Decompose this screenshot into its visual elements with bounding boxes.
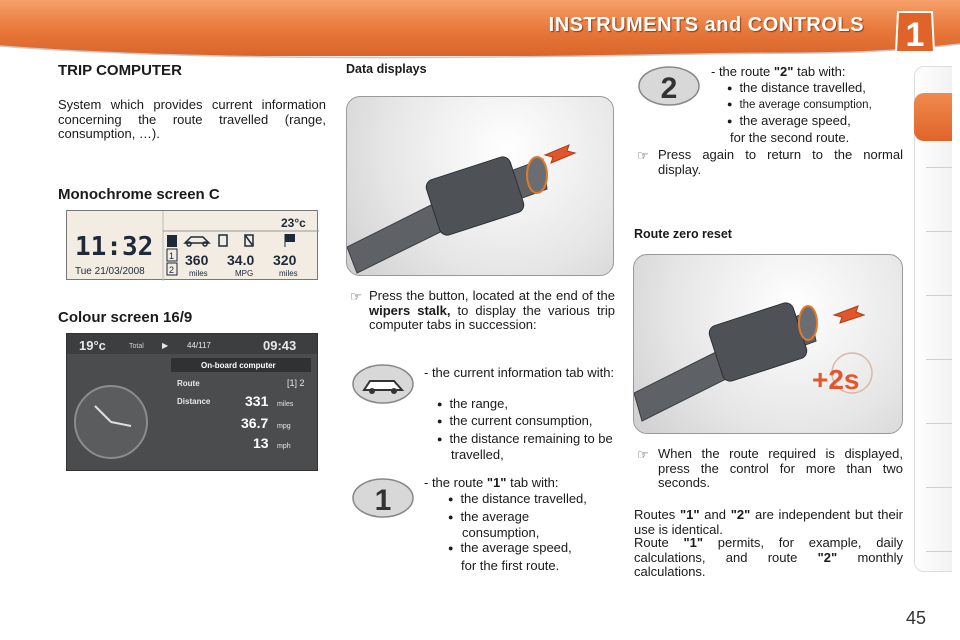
trip-computer-intro: System which provides current information concerning the route travelled (range, consumption, …). [58,97,326,141]
wiper-stalk-illustration [346,96,614,276]
colour-row-distance-value: 331 [245,393,269,409]
route-1-item-distance: ● the distance travelled, [448,491,587,507]
colour-screen-display [67,334,318,471]
mono-range-unit: miles [189,269,208,278]
route-2-prefix: - the route [711,64,771,79]
routes-word: Routes [634,507,676,522]
reset-instruction: When the route required is displayed, press the control for more than two seconds. [658,446,903,490]
press-again-instruction: Press again to return to the normal display. [658,147,903,177]
colour-row-speed-value: 13 [253,435,269,451]
usage-text: permits, for example, daily calculations, and route [634,535,903,565]
tab-divider [926,487,952,488]
route-1-intro [424,475,559,490]
monochrome-heading: Monochrome screen C [58,186,220,203]
play-icon: ▶ [162,341,169,350]
monochrome-screen-display [67,211,319,281]
route-1-item-consumption: ● the average consumption, [448,509,570,540]
press-text-start: Press the button, located at the end of the [369,288,615,303]
route-2-intro [711,64,846,79]
routes-route-1: "1" [679,507,700,522]
route-1-footer: for the first route. [461,558,560,573]
mono-distance-value: 320 [273,252,297,268]
press-arrow-icon [834,306,864,323]
current-item-range: ● the range, [437,396,508,412]
route-1-suffix: tab with: [510,475,559,490]
colour-row-route-value: [1] 2 [287,378,305,388]
colour-time: 09:43 [263,338,297,353]
current-item-consumption: ● the current consumption, [437,413,593,429]
colour-row-distance-label: Distance [177,397,211,406]
tab-divider [926,359,952,360]
header-wave [0,36,960,64]
car-tab-icon [350,362,416,406]
section-title: INSTRUMENTS and CONTROLS [548,14,864,36]
route-1-tab-icon [350,476,416,520]
route-1-tab-label: "1" [486,475,507,490]
route-2-footer: for the second route. [730,130,850,145]
usage-end-text: monthly calculations. [634,549,903,579]
routes-independent-note [634,508,903,537]
route-2-item-distance: ● the distance travelled, [727,80,866,96]
press-arrow-icon [545,145,575,163]
colour-track: 44/117 [187,341,211,350]
chapter-side-tabs [914,66,952,572]
reset-stalk-illustration [633,254,903,434]
route-2-item-speed: ● the average speed, [727,113,851,129]
mono-range-value: 360 [185,252,209,268]
colour-source: Total [129,343,144,350]
colour-row-route-label: Route [177,379,200,388]
route-1-item-speed: ● the average speed, [448,540,572,556]
routes-route-2: "2" [730,507,751,522]
mono-consumption-unit: MPG [235,269,254,278]
route-1-prefix: - the route [424,475,484,490]
colour-row-consumption-value: 36.7 [241,415,269,431]
colour-row-speed-unit: mph [277,443,291,450]
colour-row-distance-unit: miles [277,401,294,408]
mono-car-icon [185,237,209,246]
route-2-tab-icon [636,64,702,108]
tab-divider [926,167,952,168]
monochrome-screen [66,210,318,280]
mono-consumption-value: 34.0 [227,252,255,268]
colour-menu-title: On-board computer [201,361,276,370]
mono-tab-1: 1 [169,251,175,261]
svg-text:2: 2 [660,72,678,105]
current-item-distance-remaining: ● the distance remaining to be travelled, [437,431,615,462]
mono-distance-unit: miles [279,269,298,278]
mono-fuel-icon [219,235,227,246]
data-displays-heading: Data displays [346,62,427,76]
mono-flag-icon [285,234,295,247]
tab-divider [926,231,952,232]
routes-independent-text: are independent but their use is identical. [634,507,903,537]
tab-divider [926,295,952,296]
mono-temp: 23°c [281,216,306,230]
colour-screen-heading: Colour screen 16/9 [58,309,193,326]
usage-route-2: "2" [817,549,838,565]
svg-text:1: 1 [374,484,392,517]
trip-computer-heading: TRIP COMPUTER [58,62,182,79]
chapter-badge [892,8,938,56]
mono-time: 11:32 [75,232,154,262]
chapter-tab-active[interactable] [914,93,952,141]
mono-date: Tue 21/03/2008 [75,266,145,277]
colour-temp: 19°c [79,338,106,353]
colour-row-consumption-unit: mpg [277,423,291,430]
routes-usage-note [634,536,903,580]
route-2-item-consumption: ● the average consumption, [727,97,872,113]
route-word: Route [634,535,669,550]
press-button-instruction [369,289,615,333]
tab-divider [926,423,952,424]
hold-two-seconds-badge: +2s [812,364,860,395]
hand-pointer-icon: ☞ [637,447,649,462]
mono-tab-2: 2 [169,265,175,275]
chapter-number: 1 [905,16,925,54]
wipers-stalk-label: wipers stalk, [369,302,451,318]
route-zero-reset-heading: Route zero reset [634,227,732,241]
tab-divider [926,551,952,552]
press-text-end: to display the various trip computer tabs in succession: [369,302,615,332]
current-tab-intro: - the current information tab with: [424,365,615,380]
mono-consumption-icon [245,235,253,246]
usage-route-1: "1" [683,535,704,550]
routes-and: and [704,507,726,522]
hand-pointer-icon: ☞ [350,289,362,304]
hand-pointer-icon: ☞ [637,148,649,163]
route-2-suffix: tab with: [797,64,846,79]
page-number: 45 [905,608,926,628]
route-2-tab-label: "2" [773,64,794,79]
colour-screen [66,333,318,471]
